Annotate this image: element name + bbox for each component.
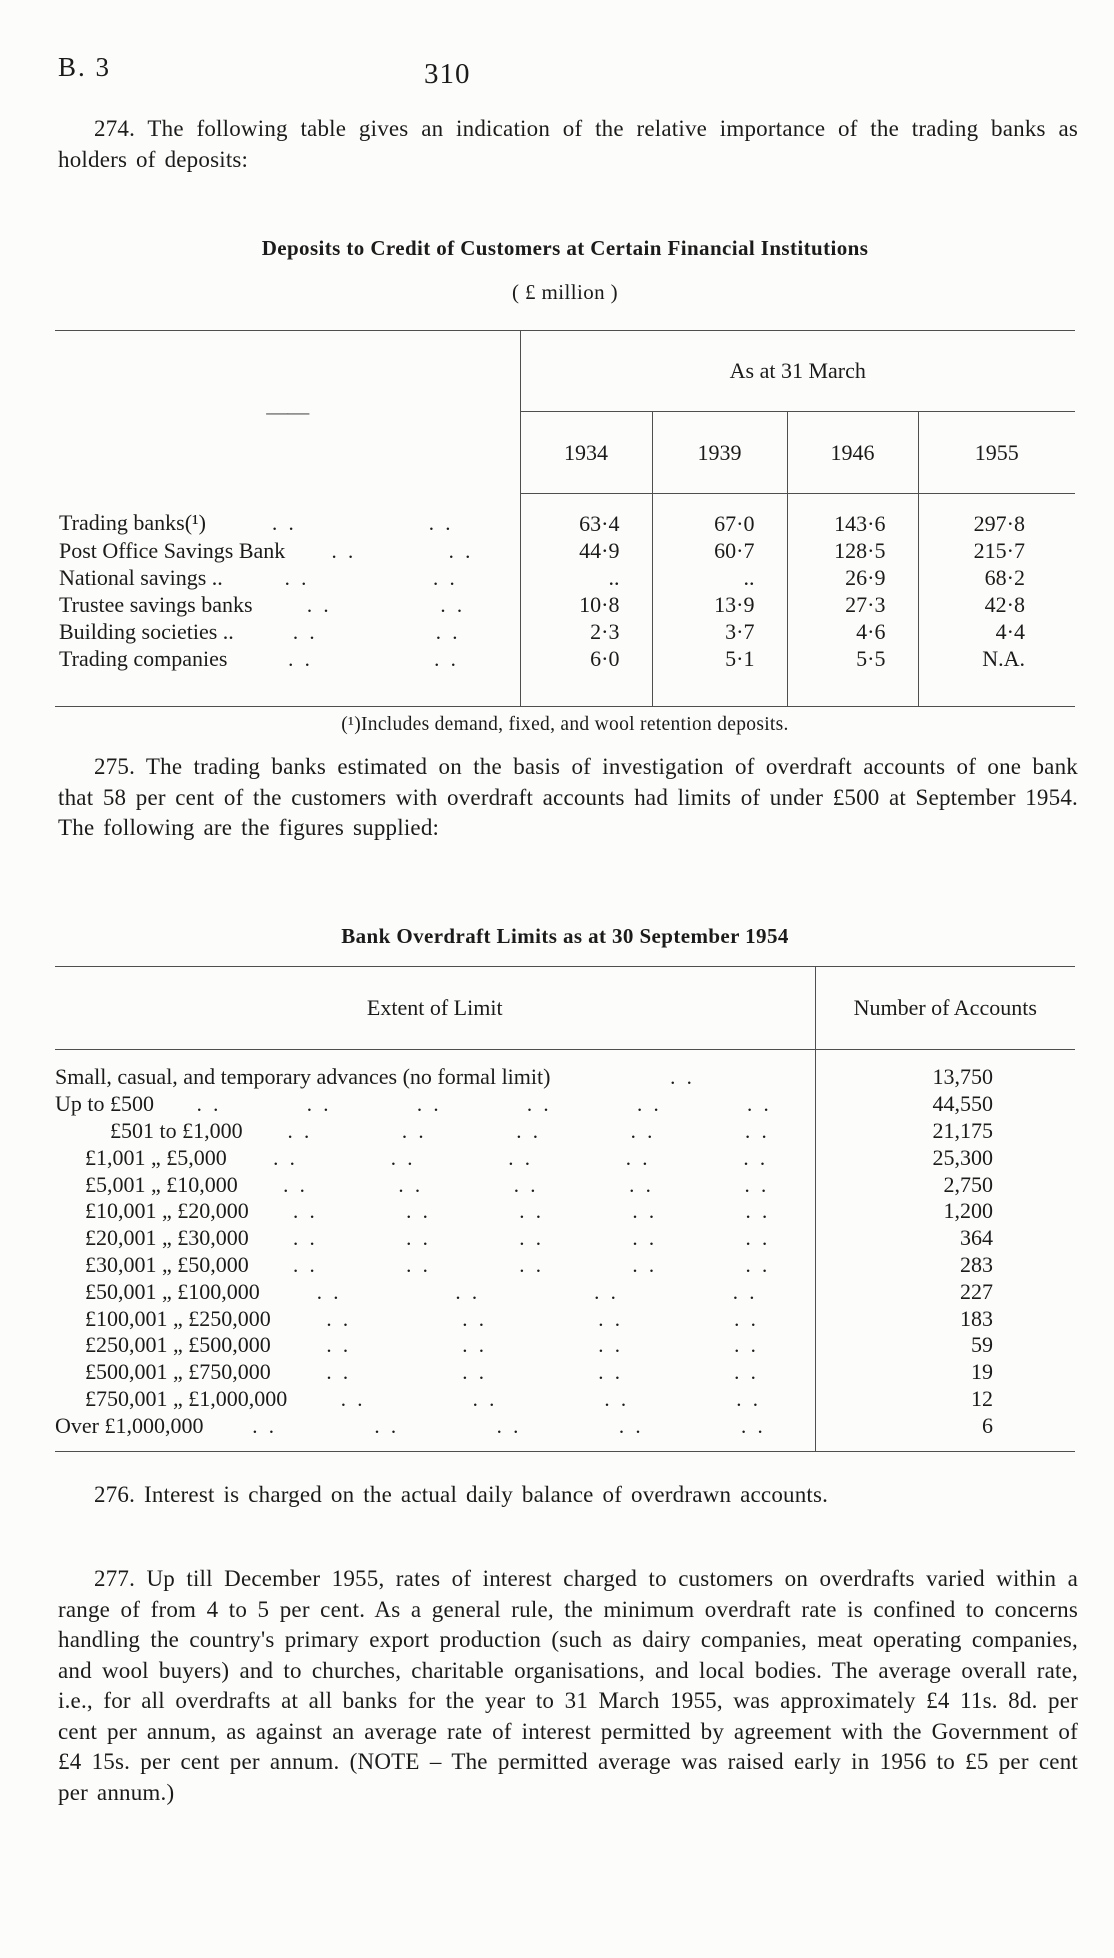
table-row [55, 1412, 1075, 1451]
cell-value: 5·5 [787, 645, 918, 707]
leader-dots: . . [604, 1386, 630, 1411]
leader-dots: . . [636, 1092, 662, 1117]
row-label: £50,001 „ £100,000 [85, 1278, 260, 1304]
cell-value: 1,200 [815, 1198, 1075, 1225]
cell-value: 44·9 [520, 537, 652, 564]
leader-dots: . . [416, 1092, 442, 1117]
leader-dots: . . [743, 1145, 769, 1170]
leader-dots: . . [496, 1413, 522, 1438]
cell-value: 60·7 [652, 537, 787, 564]
row-label: Up to £500 [55, 1091, 154, 1117]
leader-dots: . . [406, 1226, 431, 1251]
row-label: Trustee savings banks [59, 591, 253, 617]
table-row [55, 1118, 1075, 1145]
cell-value: 283 [815, 1252, 1075, 1279]
cell-value: 13,750 [815, 1050, 1075, 1091]
cell-value: 297·8 [918, 494, 1075, 538]
cell-value: 6·0 [520, 645, 652, 707]
row-label: £501 to £1,000 [110, 1117, 243, 1143]
leader-dots: . . [435, 619, 461, 644]
cell-value: .. [652, 564, 787, 591]
leader-dots: . . [374, 1413, 400, 1438]
stub-dash: —— [55, 331, 520, 494]
leader-dots: . . [288, 646, 313, 671]
row-label: Over £1,000,000 [55, 1412, 204, 1438]
page-number: 310 [424, 58, 471, 90]
paragraph-276: 276. Interest is charged on the actual daily balance of overdrawn accounts. [94, 1482, 829, 1507]
cell-value: 42·8 [918, 591, 1075, 618]
year-header: 1939 [652, 412, 787, 494]
table-row [55, 645, 1075, 707]
table-row [55, 1386, 1075, 1413]
cell-value: 44,550 [815, 1091, 1075, 1118]
leader-dots: . . [632, 1199, 658, 1224]
row-label: Small, casual, and temporary advances (no formal limit) [55, 1064, 551, 1090]
row-label: £100,001 „ £250,000 [85, 1305, 271, 1331]
table-row [55, 1252, 1075, 1279]
leader-dots: . . [519, 1226, 544, 1251]
leader-dots: . . [283, 1172, 308, 1197]
cell-value: 26·9 [787, 564, 918, 591]
leader-dots: . . [472, 1386, 498, 1411]
deposits-table [55, 330, 1075, 707]
table-row [55, 1171, 1075, 1198]
cell-value: 12 [815, 1386, 1075, 1413]
leader-dots: . . [326, 1360, 352, 1385]
leader-dots: . . [744, 1172, 770, 1197]
leader-dots: . . [448, 538, 474, 563]
row-label: £20,001 „ £30,000 [85, 1225, 249, 1251]
cell-value: 68·2 [918, 564, 1075, 591]
leader-dots: . . [455, 1279, 481, 1304]
leader-dots: . . [734, 1360, 759, 1385]
row-label: Trading banks(¹) [59, 510, 206, 536]
leader-dots: . . [732, 1279, 758, 1304]
leader-dots: . . [508, 1145, 533, 1170]
cell-value: 67·0 [652, 494, 787, 538]
leader-dots: . . [440, 592, 466, 617]
leader-dots: . . [326, 1333, 352, 1358]
table-row [55, 1359, 1075, 1386]
leader-dots: . . [326, 1306, 352, 1331]
cell-value: 3·7 [652, 618, 787, 645]
leader-dots: . . [331, 538, 357, 563]
table-row [55, 591, 1075, 618]
leader-dots: . . [462, 1333, 488, 1358]
leader-dots: . . [432, 565, 458, 590]
cell-value: 2·3 [520, 618, 652, 645]
leader-dots: . . [519, 1199, 544, 1224]
leader-dots: . . [271, 511, 297, 536]
leader-dots: . . [292, 1199, 318, 1224]
cell-value: 4·4 [918, 618, 1075, 645]
leader-dots: . . [196, 1092, 222, 1117]
leader-dots: . . [406, 1199, 431, 1224]
paragraph-274: 274. The following table gives an indication of the relative importance of the trading banks as holders of deposits: [58, 116, 1078, 172]
leader-dots: . . [519, 1252, 544, 1277]
leader-dots: . . [516, 1118, 541, 1143]
column-group-header: As at 31 March [520, 331, 1075, 412]
row-label: £30,001 „ £50,000 [85, 1251, 249, 1277]
overdraft-table-title: Bank Overdraft Limits as at 30 September 1954 [341, 924, 789, 948]
cell-value: 25,300 [815, 1144, 1075, 1171]
cell-value: 143·6 [787, 494, 918, 538]
leader-dots: . . [306, 1092, 332, 1117]
leader-dots: . . [273, 1145, 298, 1170]
leader-dots: . . [630, 1118, 656, 1143]
leader-dots: . . [390, 1145, 416, 1170]
row-label: National savings .. [59, 564, 223, 590]
leader-dots: . . [598, 1306, 623, 1331]
leader-dots: . . [632, 1252, 658, 1277]
deposits-table-title: Deposits to Credit of Customers at Certain Financial Institutions [261, 236, 869, 260]
cell-value: 6 [815, 1412, 1075, 1451]
leader-dots: . . [629, 1172, 654, 1197]
cell-value: 59 [815, 1332, 1075, 1359]
leader-dots: . . [625, 1145, 651, 1170]
year-header: 1946 [787, 412, 918, 494]
leader-dots: . . [434, 646, 459, 671]
leader-dots: . . [598, 1360, 623, 1385]
row-label: Building societies .. [59, 618, 234, 644]
paragraph-277: 277. Up till December 1955, rates of interest charged to customers on overdrafts varied within a range of from 4 to 5 per cent. As a general rule, the minimum overdraft rate is confined to concerns handling the country's primary export production (such as dairy companies, meat operating companies, and wool buyers) and to churches, charitable organisations, and local bodies. The average overall rate, i.e., for all overdrafts at all banks for the year to 31 March 1955, was approximately £4 11s. 8d. per cent per annum, as against an average rate of interest permitted by agreement with the Government of £4 15s. per cent per annum. (NOTE – The permitted average was raised early in 1956 to £5 per cent per annum.) [58, 1566, 1078, 1805]
table-row [55, 537, 1075, 564]
cell-value: 227 [815, 1278, 1075, 1305]
row-label: Post Office Savings Bank [59, 537, 286, 563]
leader-dots: . . [526, 1092, 552, 1117]
row-label: £5,001 „ £10,000 [85, 1171, 238, 1197]
leader-dots: . . [734, 1333, 759, 1358]
row-label: £10,001 „ £20,000 [85, 1198, 249, 1224]
extent-of-limit-header: Extent of Limit [55, 967, 815, 1050]
deposits-table-subtitle: ( £ million ) [511, 280, 619, 304]
table-row [55, 1091, 1075, 1118]
cell-value: 4·6 [787, 618, 918, 645]
year-header: 1934 [520, 412, 652, 494]
leader-dots: . . [598, 1333, 623, 1358]
cell-value: 364 [815, 1225, 1075, 1252]
leader-dots: . . [513, 1172, 539, 1197]
leader-dots: . . [292, 1226, 318, 1251]
cell-value: 128·5 [787, 537, 918, 564]
leader-dots: . . [741, 1413, 766, 1438]
leader-dots: . . [401, 1118, 427, 1143]
leader-dots: . . [594, 1279, 619, 1304]
leader-dots: . . [284, 565, 310, 590]
table-row [55, 1332, 1075, 1359]
cell-value: .. [520, 564, 652, 591]
cell-value: 183 [815, 1305, 1075, 1332]
paragraph-275: 275. The trading banks estimated on the basis of investigation of overdraft accounts of one bank that 58 per cent of the customers with overdraft accounts had limits of under £500 at September 1954. The following are the figures supplied: [58, 754, 1078, 840]
overdraft-table [55, 966, 1075, 1452]
leader-dots: . . [632, 1226, 658, 1251]
leader-dots: . . [736, 1386, 761, 1411]
cell-value: 2,750 [815, 1171, 1075, 1198]
section-label: B. 3 [58, 52, 112, 82]
leader-dots: . . [292, 619, 318, 644]
row-label: Trading companies [59, 645, 228, 671]
table-row [55, 564, 1075, 591]
leader-dots: . . [734, 1306, 759, 1331]
overdraft-header-row [55, 967, 1075, 1050]
leader-dots: . . [306, 592, 332, 617]
table-row [55, 1144, 1075, 1171]
cell-value: 21,175 [815, 1118, 1075, 1145]
table-row [55, 1198, 1075, 1225]
row-label: £500,001 „ £750,000 [85, 1359, 271, 1385]
table-row [55, 1050, 1075, 1091]
leader-dots: . . [747, 1092, 772, 1117]
cell-value: 13·9 [652, 591, 787, 618]
leader-dots: . . [745, 1199, 771, 1224]
leader-dots: . . [340, 1386, 366, 1411]
table-row [55, 1305, 1075, 1332]
cell-value: 5·1 [652, 645, 787, 707]
leader-dots: . . [618, 1413, 644, 1438]
cell-value: N.A. [918, 645, 1075, 707]
leader-dots: . . [292, 1252, 318, 1277]
leader-dots: . . [252, 1413, 277, 1438]
cell-value: 19 [815, 1359, 1075, 1386]
number-of-accounts-header: Number of Accounts [815, 967, 1075, 1050]
leader-dots: . . [745, 1226, 771, 1251]
leader-dots: . . [428, 511, 454, 536]
leader-dots: . . [745, 1252, 771, 1277]
leader-dots: . . [316, 1279, 342, 1304]
row-label: £750,001 „ £1,000,000 [85, 1385, 288, 1411]
cell-value: 215·7 [918, 537, 1075, 564]
cell-value: 10·8 [520, 591, 652, 618]
table-footnote: (¹)Includes demand, fixed, and wool retention deposits. [341, 714, 789, 735]
leader-dots: . . [406, 1252, 431, 1277]
leader-dots: . . [462, 1360, 488, 1385]
table-row [55, 1225, 1075, 1252]
leader-dots: . . [462, 1306, 488, 1331]
cell-value: 27·3 [787, 591, 918, 618]
year-header: 1955 [918, 412, 1075, 494]
leader-dots: . . [398, 1172, 424, 1197]
table-row [55, 1278, 1075, 1305]
leader-dots: . . [670, 1065, 695, 1090]
row-label: £250,001 „ £500,000 [85, 1332, 271, 1358]
leader-dots: . . [287, 1118, 313, 1143]
leader-dots: . . [744, 1118, 770, 1143]
row-label: £1,001 „ £5,000 [85, 1144, 227, 1170]
table-row [55, 618, 1075, 645]
table-row [55, 494, 1075, 538]
cell-value: 63·4 [520, 494, 652, 538]
